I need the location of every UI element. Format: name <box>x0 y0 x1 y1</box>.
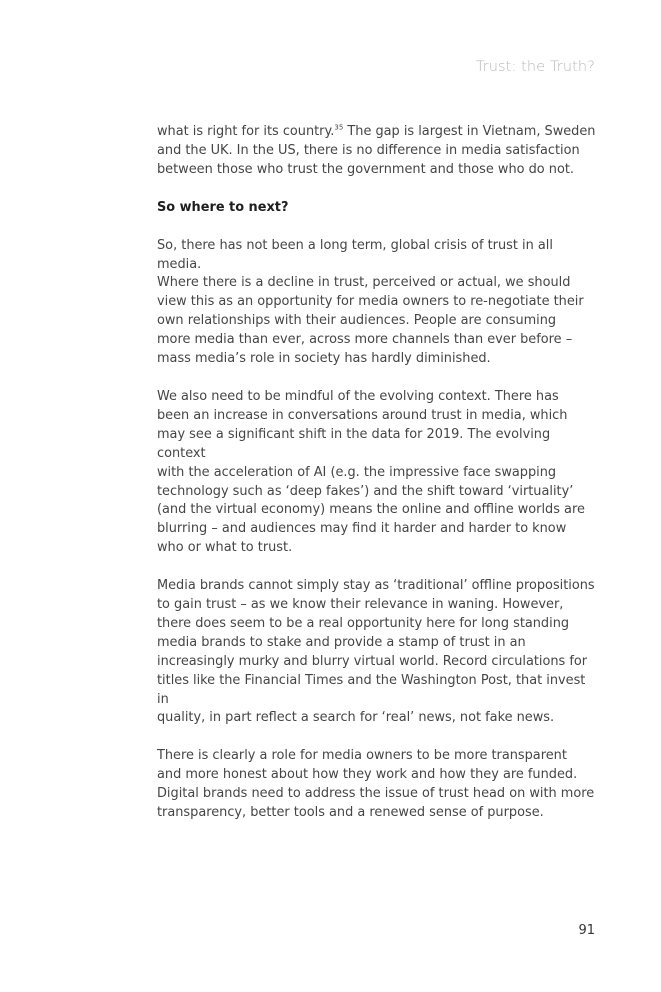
footnote-reference: 35 <box>334 123 344 132</box>
paragraph-1 <box>157 123 599 180</box>
section-heading: So where to next? <box>157 199 289 215</box>
paragraph-4: Media brands cannot simply stay as ‘traditional’ offline propositions to gain trust – as we know their relevance in waning. However, there does seem to be a real opportunity here for long standing media brands to stake and provide a stamp of trust in an increasingly murky and blurry virtual world. Record circulations for titles like the Financial Times and the Washington Post, that invest in quality, in part reflect a search for ‘real’ news, not fake news. <box>157 578 595 726</box>
paragraph-1-rest: The gap is largest in Vietnam, Sweden and the UK. In the US, there is no difference in media satisfaction between those who trust the government and those who do not. <box>157 124 596 177</box>
paragraph-5: There is clearly a role for media owners to be more transparent and more honest about how they work and how they are funded. Digital brands need to address the issue of trust head on with more transparency, better tools and a renewed sense of purpose. <box>157 748 595 821</box>
paragraph-1-start: what is right for its country. <box>157 124 335 139</box>
page-number: 91 <box>578 923 595 938</box>
paragraph-2: So, there has not been a long term, global crisis of trust in all media. Where there is a decline in trust, perceived or actual, we should view this as an opportunity for media owners to re-negotiate their own relationships with their audiences. People are consuming more media than ever, across more channels than ever before – mass media’s role in society has hardly diminished. <box>157 237 584 367</box>
paragraph-3: We also need to be mindful of the evolving context. There has been an increase in conversations around trust in media, which may see a significant shift in the data for 2019. The evolving context with the acceleration of AI (e.g. the impressive face swapping technology such as ‘deep fakes’) and the shift toward ‘virtuality’ (and the virtual economy) means the online and offline worlds are blurring – and audiences may find it harder and harder to know who or what to trust. <box>157 388 585 556</box>
running-header-title: Trust: the Truth? <box>475 59 595 75</box>
body-text <box>157 123 599 842</box>
